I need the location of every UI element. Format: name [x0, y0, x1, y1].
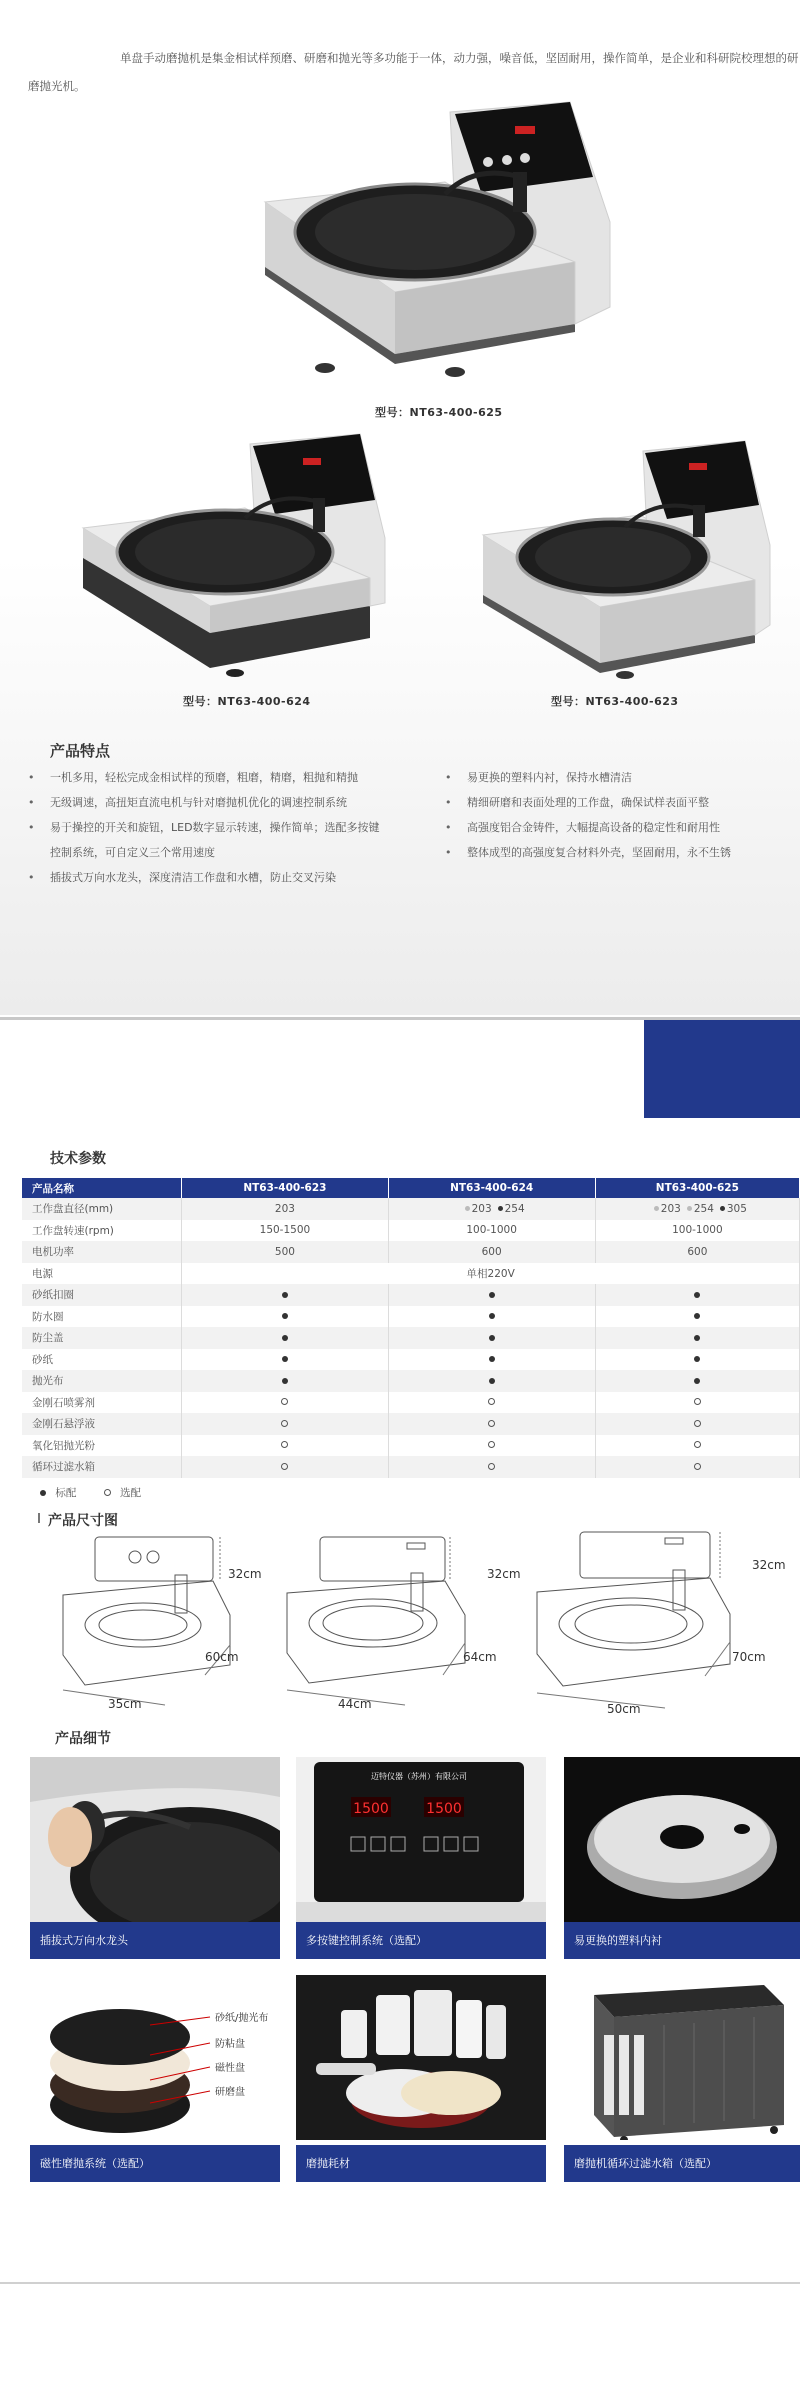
optional-dot-icon: [694, 1420, 701, 1427]
spec-cell: [388, 1413, 595, 1435]
spec-cell: [388, 1435, 595, 1457]
size-value: 254: [693, 1202, 714, 1215]
detail-photo-liner: [564, 1757, 800, 1922]
layer-label: 磁性盘: [215, 2063, 245, 2074]
standard-dot-icon: [694, 1356, 700, 1362]
spec-cell: 500: [182, 1241, 388, 1263]
spec-legend: [40, 1485, 141, 1500]
size-dot-icon: [654, 1206, 659, 1211]
spec-row: [22, 1284, 800, 1306]
spec-row: [22, 1392, 800, 1414]
model-label-624: 型号：NT63-400-624: [183, 695, 311, 708]
spec-cell: [595, 1327, 799, 1349]
bottom-divider: [0, 2282, 800, 2284]
spec-row-label: 防尘盖: [22, 1327, 182, 1349]
spec-cell: 100-1000: [388, 1220, 595, 1242]
layer-label: 研磨盘: [215, 2087, 245, 2098]
standard-dot-icon: [694, 1335, 700, 1341]
machine-625-image: [245, 92, 620, 387]
optional-dot-icon: [488, 1420, 495, 1427]
detail-photo-magnetic-system: [30, 1975, 280, 2140]
layer-label: 砂纸/抛光布: [215, 2013, 269, 2024]
spec-row-label: 电机功率: [22, 1241, 182, 1263]
size-dot-icon: [465, 1206, 470, 1211]
specs-title: 技术参数: [50, 1151, 106, 1167]
dimension-drawing-1: [55, 1535, 235, 1710]
standard-dot-icon: [489, 1292, 495, 1298]
spec-cell: [182, 1284, 388, 1306]
spec-cell: [595, 1413, 799, 1435]
detail-photo-control-panel: [296, 1757, 546, 1922]
size-value: 305: [726, 1202, 747, 1215]
optional-dot-icon: [488, 1463, 495, 1470]
dim-1-depth: 60cm: [205, 1650, 239, 1664]
optional-dot-icon: [488, 1441, 495, 1448]
size-value: 203: [471, 1202, 492, 1215]
feature-item-continuation: 控制系统，可自定义三个常用速度: [50, 846, 215, 859]
details-title: 产品细节: [55, 1731, 111, 1747]
spec-cell: [595, 1306, 799, 1328]
spec-header-cell: NT63-400-624: [388, 1178, 595, 1198]
spec-cell: [182, 1413, 388, 1435]
model-label-625: 型号：NT63-400-625: [375, 406, 503, 419]
spec-cell: 203: [182, 1198, 388, 1220]
panel-readout-2: 1500: [426, 1801, 462, 1817]
spec-cell: [182, 1392, 388, 1414]
dimension-drawing-3: [535, 1530, 735, 1715]
spec-row-label: 抛光布: [22, 1370, 182, 1392]
standard-dot-icon: [489, 1335, 495, 1341]
optional-dot-icon: [104, 1489, 111, 1496]
spec-row: [22, 1306, 800, 1328]
detail-caption: 磨抛耗材: [296, 2145, 546, 2182]
optional-dot-icon: [694, 1463, 701, 1470]
spec-cell: [182, 1435, 388, 1457]
dimensions-title: 产品尺寸图: [48, 1513, 118, 1529]
spec-row: [22, 1220, 800, 1242]
panel-brand-text: 迈特仪器（苏州）有限公司: [371, 1772, 467, 1781]
dim-2-depth: 64cm: [463, 1650, 497, 1664]
spec-cell: 600: [595, 1241, 799, 1263]
spec-cell-merged: 单相220V: [182, 1263, 800, 1285]
spec-row: [22, 1435, 800, 1457]
layer-label: 防粘盘: [215, 2039, 245, 2050]
spec-row-label: 电源: [22, 1263, 182, 1285]
dim-1-width: 35cm: [108, 1697, 142, 1711]
standard-dot-icon: [489, 1378, 495, 1384]
standard-dot-icon: [489, 1313, 495, 1319]
dimension-drawing-2: [285, 1535, 470, 1710]
standard-dot-icon: [694, 1378, 700, 1384]
dim-3-height: 32cm: [752, 1558, 786, 1572]
spec-row: [22, 1349, 800, 1371]
dim-2-width: 44cm: [338, 1697, 372, 1711]
spec-row-label: 防水圈: [22, 1306, 182, 1328]
spec-table: [22, 1178, 800, 1478]
detail-caption: 多按键控制系统（选配）: [296, 1922, 546, 1959]
spec-row-label: 工作盘转速(rpm): [22, 1220, 182, 1242]
feature-item: • 无级调速，高扭矩直流电机与针对磨抛机优化的调速控制系统: [28, 790, 418, 815]
standard-dot-icon: [282, 1313, 288, 1319]
spec-header-cell: 产品名称: [22, 1178, 182, 1198]
spec-header-row: [22, 1178, 800, 1198]
spec-cell: [388, 1284, 595, 1306]
spec-cell: 100-1000: [595, 1220, 799, 1242]
detail-photo-faucet: [30, 1757, 280, 1922]
spec-row: [22, 1198, 800, 1220]
spec-row: [22, 1456, 800, 1478]
spec-row-label: 氧化铝抛光粉: [22, 1435, 182, 1457]
spec-cell: [388, 1349, 595, 1371]
spec-row-label: 金刚石喷雾剂: [22, 1392, 182, 1414]
legend-optional-label: 选配: [120, 1487, 142, 1499]
spec-cell: [388, 1456, 595, 1478]
feature-item: • 易更换的塑料内衬，保持水槽清洁: [445, 765, 795, 790]
spec-row-label: 金刚石悬浮液: [22, 1413, 182, 1435]
spec-row-label: 工作盘直径(mm): [22, 1198, 182, 1220]
feature-item: • 整体成型的高强度复合材料外壳，坚固耐用，永不生锈: [445, 840, 795, 865]
dim-3-width: 50cm: [607, 1702, 641, 1716]
spec-row: [22, 1263, 800, 1285]
optional-dot-icon: [281, 1463, 288, 1470]
spec-cell: [182, 1306, 388, 1328]
spec-cell: [182, 1456, 388, 1478]
dim-2-height: 32cm: [487, 1567, 521, 1581]
standard-dot-icon: [282, 1292, 288, 1298]
spec-row-label: 砂纸: [22, 1349, 182, 1371]
standard-dot-icon: [282, 1378, 288, 1384]
optional-dot-icon: [694, 1441, 701, 1448]
feature-item: • 易于操控的开关和旋钮，LED数字显示转速，操作简单；选配多按键: [28, 815, 418, 840]
title-tick: [38, 1513, 40, 1523]
feature-item: • 高强度铝合金铸件，大幅提高设备的稳定性和耐用性: [445, 815, 795, 840]
spec-cell: [388, 1327, 595, 1349]
selected-size-dot-icon: [720, 1206, 725, 1211]
spec-cell: [595, 1456, 799, 1478]
optional-dot-icon: [281, 1398, 288, 1405]
spec-cell: 600: [388, 1241, 595, 1263]
size-dot-icon: [687, 1206, 692, 1211]
dim-1-height: 32cm: [228, 1567, 262, 1581]
optional-dot-icon: [694, 1398, 701, 1405]
spec-cell: [595, 1349, 799, 1371]
optional-dot-icon: [281, 1420, 288, 1427]
detail-caption: 磨抛机循环过滤水箱（选配）: [564, 2145, 800, 2182]
spec-cell: [595, 1370, 799, 1392]
selected-size-dot-icon: [498, 1206, 503, 1211]
spec-row: [22, 1413, 800, 1435]
machine-623-image: [475, 435, 775, 680]
feature-item: • 精细研磨和表面处理的工作盘，确保试样表面平整: [445, 790, 795, 815]
panel-readout-1: 1500: [353, 1801, 389, 1817]
spec-row-label: 砂纸扣圈: [22, 1284, 182, 1306]
spec-cell: [388, 1370, 595, 1392]
spec-cell: [595, 1392, 799, 1414]
spec-cell: [182, 1327, 388, 1349]
optional-dot-icon: [488, 1398, 495, 1405]
spec-row: [22, 1241, 800, 1263]
detail-caption: 易更换的塑料内衬: [564, 1922, 800, 1959]
spec-row: [22, 1327, 800, 1349]
spec-cell: 150-1500: [182, 1220, 388, 1242]
spec-cell: [595, 1435, 799, 1457]
spec-cell: [595, 1284, 799, 1306]
spec-cell: [388, 1198, 595, 1220]
detail-photo-consumables: [296, 1975, 546, 2140]
features-title: 产品特点: [50, 742, 111, 760]
standard-dot-icon: [282, 1356, 288, 1362]
standard-dot-icon: [489, 1356, 495, 1362]
spec-row-label: 循环过滤水箱: [22, 1456, 182, 1478]
spec-header-cell: NT63-400-625: [595, 1178, 799, 1198]
spec-header-cell: NT63-400-623: [182, 1178, 388, 1198]
spec-cell: [182, 1370, 388, 1392]
size-value: 203: [660, 1202, 681, 1215]
feature-item: • 插拔式万向水龙头，深度清洁工作盘和水槽，防止交叉污染: [28, 865, 418, 890]
detail-photo-water-tank: [564, 1975, 800, 2140]
legend-standard-label: 标配: [55, 1487, 77, 1499]
spec-cell: [388, 1306, 595, 1328]
features-left-list: [28, 765, 418, 890]
model-label-623: 型号：NT63-400-623: [551, 695, 679, 708]
dim-3-depth: 70cm: [732, 1650, 766, 1664]
optional-dot-icon: [281, 1441, 288, 1448]
spec-cell: [595, 1198, 799, 1220]
standard-dot-icon: [694, 1313, 700, 1319]
detail-caption: 磁性磨抛系统（选配）: [30, 2145, 280, 2182]
feature-item: • 一机多用，轻松完成金相试样的预磨，粗磨，精磨，粗抛和精抛: [28, 765, 418, 790]
spec-cell: [182, 1349, 388, 1371]
intro-text: 单盘手动磨抛机是集金相试样预磨、研磨和抛光等多功能于一体，动力强，噪音低，坚固耐用，操作简单，是企业和科研院校理想的研磨抛光机。: [28, 50, 799, 93]
spec-cell: [388, 1392, 595, 1414]
standard-dot-icon: [40, 1490, 46, 1496]
machine-624-image: [75, 428, 395, 680]
features-right-list: [445, 765, 795, 865]
standard-dot-icon: [282, 1335, 288, 1341]
accent-block: [644, 1020, 800, 1118]
standard-dot-icon: [694, 1292, 700, 1298]
detail-caption: 插拔式万向水龙头: [30, 1922, 280, 1959]
spec-body: [22, 1198, 800, 1478]
spec-row: [22, 1370, 800, 1392]
size-value: 254: [504, 1202, 525, 1215]
